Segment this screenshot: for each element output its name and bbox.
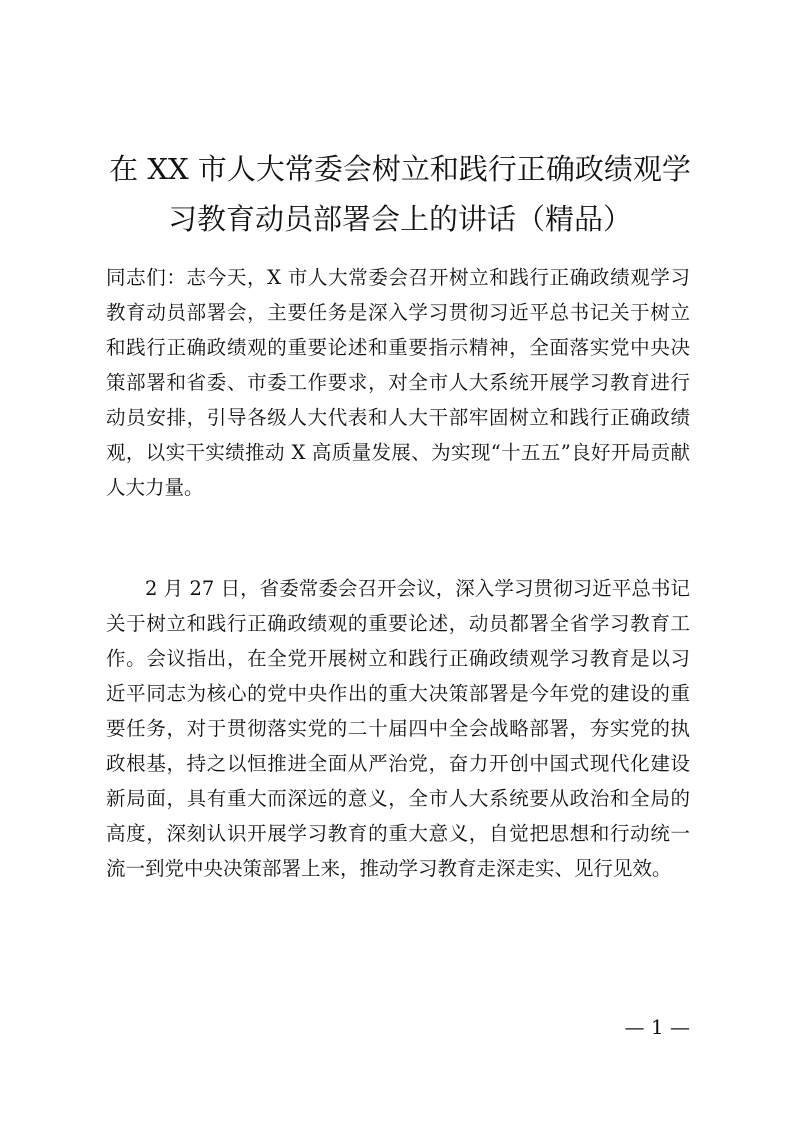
body-paragraph: 2 月 27 日，省委常委会召开会议，深入学习贯彻习近平总书记关于树立和践行正确政绩观的重要论述，动员都署全省学习教育工作。会议指出，在全党开展树立和践行正确政绩观学习教育是以习近平同志为核心的党中央作出的重大决策部署是今年党的建设的重要任务，对于贯彻落实党的二十届四中全会战略部署，夯实党的执政根基，持之以恒推进全面从严治党，奋力开创中国式现代化建设新局面，具有重大而深远的意义，全市人大系统要从政治和全局的高度，深刻认识开展学习教育的重大意义，自觉把思想和行动统一流一到党中央决策部署上来，推动学习教育走深走实、见行见效。: [106, 577, 690, 880]
document-title: [100, 144, 700, 244]
page-number: — 1 —: [624, 1015, 690, 1039]
title-line-1: 在 XX 市人大常委会树立和践行正确政绩观学: [109, 152, 691, 186]
title-line-2: 习教育动员部署会上的讲话（精品）: [167, 202, 632, 236]
opening-paragraph: 同志们：志今天，X 市人大常委会召开树立和践行正确政绩观学习教育动员部署会，主要任务是深入学习贯彻习近平总书记关于树立和践行正确政绩观的重要论述和重要指示精神，全面落实党中央决策部署和省委、市委工作要求，对全市人大系统开展学习教育进行动员安排，引导各级人大代表和人大干部牢固树立和践行正确政绩观，以实干实绩推动 X 高质量发展、为实现“十五五”良好开局贡献人大力量。: [106, 266, 690, 499]
